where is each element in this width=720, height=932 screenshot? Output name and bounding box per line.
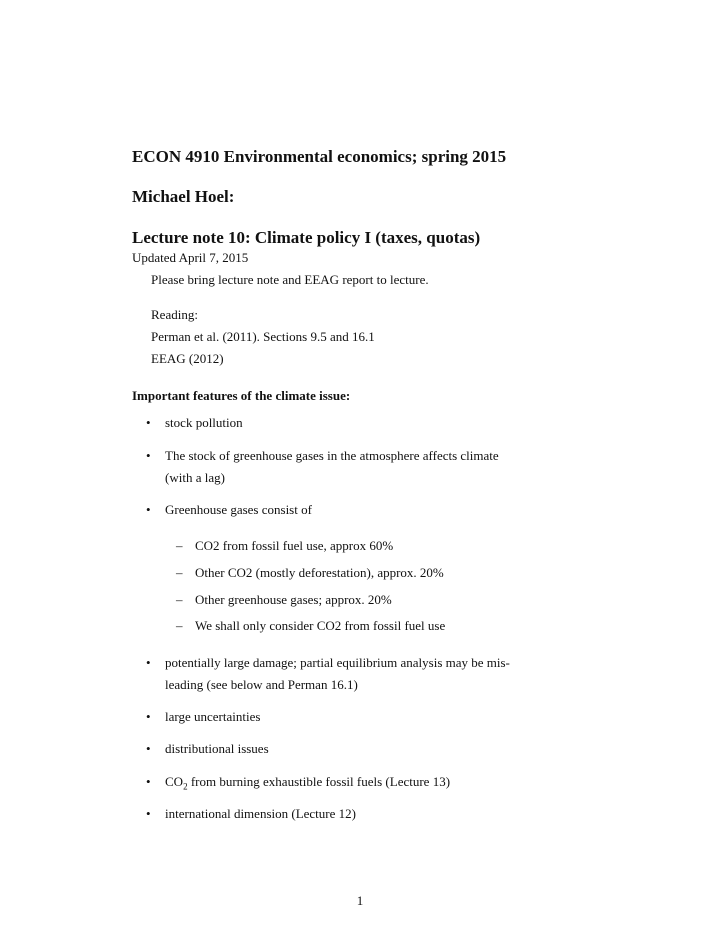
co2-rest-text: from burning exhaustible fossil fuels (Lecture 13) [187, 774, 451, 789]
section-heading: Important features of the climate issue: [132, 388, 351, 403]
reading-item: Perman et al. (2011). Sections 9.5 and 16.1 [151, 329, 375, 344]
reading-label: Reading: [151, 307, 198, 322]
list-item: international dimension (Lecture 12) [165, 806, 356, 821]
bullet-icon: • [146, 415, 151, 430]
bullet-icon: • [146, 741, 151, 756]
reading-item: EEAG (2012) [151, 351, 224, 366]
list-item-continuation: leading (see below and Perman 16.1) [165, 677, 358, 692]
list-item [165, 774, 450, 792]
list-item: Greenhouse gases consist of [165, 502, 312, 517]
dash-icon: – [176, 538, 183, 553]
co2-text: CO [165, 774, 184, 789]
sub-list-item: CO2 from fossil fuel use, approx 60% [195, 538, 394, 553]
bullet-icon: • [146, 806, 151, 821]
list-item: distributional issues [165, 741, 269, 756]
list-item: large uncertainties [165, 709, 261, 724]
list-item: potentially large damage; partial equilibrium analysis may be mis- [165, 655, 510, 670]
instruction-text: Please bring lecture note and EEAG report to lecture. [151, 272, 429, 287]
list-item-continuation: (with a lag) [165, 470, 225, 485]
sub-list-item: Other CO2 (mostly deforestation), approx. 20% [195, 565, 444, 580]
dash-icon: – [176, 565, 183, 580]
dash-icon: – [176, 592, 183, 607]
bullet-icon: • [146, 709, 151, 724]
author-name: Michael Hoel: [132, 187, 235, 206]
bullet-icon: • [146, 448, 151, 463]
bullet-icon: • [146, 774, 151, 789]
course-title: ECON 4910 Environmental economics; spring 2015 [132, 147, 507, 166]
bullet-icon: • [146, 502, 151, 517]
sub-list-item: Other greenhouse gases; approx. 20% [195, 592, 392, 607]
sub-list-item: We shall only consider CO2 from fossil fuel use [195, 618, 446, 633]
list-item: The stock of greenhouse gases in the atmosphere affects climate [165, 448, 499, 463]
lecture-title: Lecture note 10: Climate policy I (taxes, quotas) [132, 228, 481, 247]
co2-subscript: 2 [183, 781, 188, 792]
list-item: stock pollution [165, 415, 243, 430]
page-number: 1 [356, 893, 364, 908]
updated-date: Updated April 7, 2015 [132, 250, 249, 265]
dash-icon: – [176, 618, 183, 633]
bullet-icon: • [146, 655, 151, 670]
